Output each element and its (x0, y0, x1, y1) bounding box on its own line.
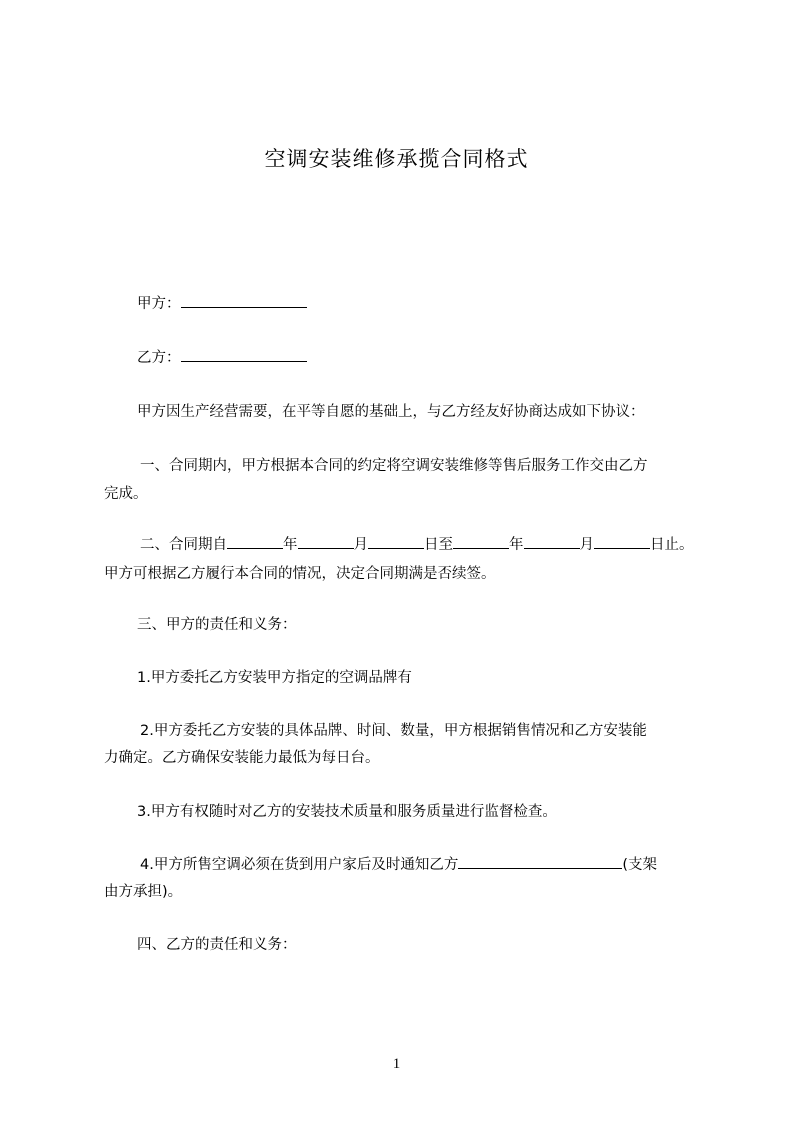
document-title: 空调安装维修承揽合同格式 (264, 147, 529, 171)
party-b-label: 乙方： (137, 350, 181, 366)
intro-paragraph: 甲方因生产经营需要，在平等自愿的基础上，与乙方经友好协商达成如下协议： (137, 404, 645, 420)
section3-heading: 三、甲方的责任和义务： (137, 617, 297, 633)
item3-4-line1 (140, 853, 657, 874)
item3-1: 1.甲方委托乙方安装甲方指定的空调品牌有 (137, 670, 412, 686)
party-a-line (137, 292, 307, 313)
clause2-line2: 甲方可根据乙方履行本合同的情况，决定合同期满是否续签。 (104, 566, 496, 582)
clause2-year-label: 年 (283, 537, 298, 553)
clause1-line2: 完成。 (104, 486, 148, 502)
clause2-prefix: 二、合同期自 (140, 537, 227, 553)
item3-3: 3.甲方有权随时对乙方的安装技术质量和服务质量进行监督检查。 (137, 804, 557, 820)
party-a-blank[interactable] (181, 293, 307, 308)
item3-2-line1: 2.甲方委托乙方安装的具体品牌、时间、数量，甲方根据销售情况和乙方安装能 (140, 723, 647, 739)
clause2-year2-label: 年 (509, 537, 524, 553)
party-a-label: 甲方： (137, 296, 181, 312)
clause2-day-to-label: 日至 (424, 537, 453, 553)
item3-4-suffix: (支架 (622, 857, 658, 873)
end-day-blank[interactable] (594, 534, 650, 549)
end-month-blank[interactable] (524, 534, 580, 549)
notify-blank[interactable] (458, 854, 622, 869)
clause2-end-label: 日止。 (650, 537, 694, 553)
party-b-line (137, 346, 307, 367)
item3-4-line2: 由方承担)。 (104, 884, 183, 900)
start-month-blank[interactable] (298, 534, 354, 549)
section4-heading: 四、乙方的责任和义务： (137, 937, 297, 953)
clause2-month2-label: 月 (579, 537, 594, 553)
item3-2-line2: 力确定。乙方确保安装能力最低为每日台。 (104, 750, 380, 766)
clause1-line1: 一、合同期内，甲方根据本合同的约定将空调安装维修等售后服务工作交由乙方 (140, 458, 648, 474)
end-year-blank[interactable] (453, 534, 509, 549)
clause2-line1 (140, 533, 694, 554)
start-day-blank[interactable] (368, 534, 424, 549)
page-number: 1 (392, 1056, 401, 1072)
item3-4-prefix: 4.甲方所售空调必须在货到用户家后及时通知乙方 (140, 857, 459, 873)
party-b-blank[interactable] (181, 347, 307, 362)
clause2-month-label: 月 (353, 537, 368, 553)
start-year-blank[interactable] (227, 534, 283, 549)
